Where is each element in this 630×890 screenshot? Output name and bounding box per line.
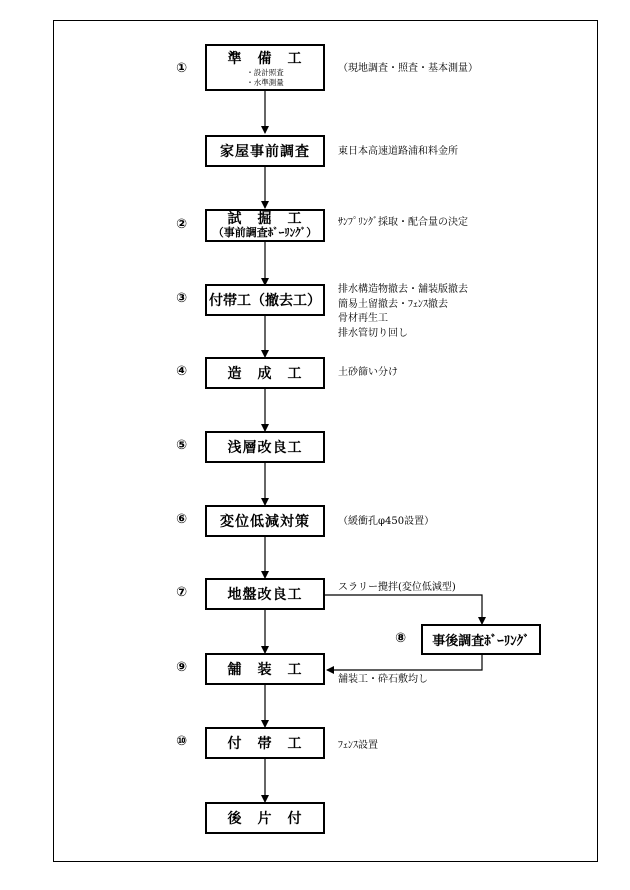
step-box-displacement-reduction bbox=[205, 505, 325, 537]
step-title: 準 備 工 bbox=[227, 51, 303, 68]
step-title: 変位低減対策 bbox=[220, 514, 310, 530]
step-title: 事後調査ﾎﾞｰﾘﾝｸﾞ bbox=[432, 634, 530, 649]
step-note: 排水構造物撤去・舗装版撤去 bbox=[338, 284, 468, 295]
step-box-test-excavation bbox=[205, 209, 325, 242]
step-note: 土砂篩い分け bbox=[338, 367, 398, 378]
step-note: 排水管切り回し bbox=[338, 327, 408, 339]
step-number: ② bbox=[176, 217, 188, 232]
step-title: 付 帯 工 bbox=[227, 736, 303, 752]
step-title: 舗 装 工 bbox=[227, 662, 303, 678]
step-title: 試 掘 工 bbox=[227, 211, 303, 228]
step-sub: ・設計照査 bbox=[246, 68, 284, 78]
step-number: ⑥ bbox=[176, 512, 188, 527]
step-number: ⑧ bbox=[395, 631, 407, 646]
step-box-paving bbox=[205, 653, 325, 685]
step-note: （緩衝孔φ450設置） bbox=[338, 516, 435, 527]
step-note: （現地調査・照査・基本測量） bbox=[338, 63, 478, 74]
arrow-from-side bbox=[327, 655, 482, 670]
step-box-house-survey bbox=[205, 135, 325, 167]
step-sub: ・水準測量 bbox=[246, 77, 284, 87]
step-box-grading bbox=[205, 357, 325, 389]
step-number: ⑩ bbox=[176, 734, 188, 749]
step-sub: （事前調査ﾎﾞｰﾘﾝｸﾞ） bbox=[212, 226, 318, 240]
step-title: 地盤改良工 bbox=[227, 587, 303, 603]
step-box-cleanup bbox=[205, 802, 325, 834]
step-title: 付帯工（撤去工） bbox=[209, 293, 321, 309]
step-number: ⑤ bbox=[176, 438, 188, 453]
step-box-ancillary-work bbox=[205, 727, 325, 759]
step-number: ① bbox=[176, 61, 188, 76]
step-title: 家屋事前調査 bbox=[220, 144, 310, 160]
step-note: 舗装工・砕石敷均し bbox=[338, 674, 428, 685]
step-box-shallow-improvement bbox=[205, 431, 325, 463]
step-title: 後 片 付 bbox=[227, 811, 303, 827]
step-note: 簡易土留撤去・ﾌｪﾝｽ撤去 bbox=[338, 298, 448, 310]
step-number: ③ bbox=[176, 291, 188, 306]
step-box-preparation bbox=[205, 44, 325, 91]
step-number: ⑦ bbox=[176, 585, 188, 600]
step-title: 造 成 工 bbox=[227, 366, 303, 382]
step-number: ④ bbox=[176, 364, 188, 379]
step-note-list bbox=[338, 283, 468, 341]
step-title: 浅層改良工 bbox=[227, 440, 303, 456]
step-note: ｻﾝﾌﾟﾘﾝｸﾞ採取・配合量の決定 bbox=[338, 217, 468, 228]
arrow-to-side bbox=[325, 595, 482, 624]
step-note: ﾌｪﾝｽ設置 bbox=[338, 740, 378, 751]
step-box-ancillary-removal bbox=[205, 284, 325, 316]
step-note: スラリー攪拌(変位低減型) bbox=[338, 582, 456, 593]
step-note: 東日本高速道路浦和料金所 bbox=[338, 146, 458, 157]
step-box-ground-improvement bbox=[205, 578, 325, 610]
step-number: ⑨ bbox=[176, 660, 188, 675]
step-box-post-survey bbox=[421, 624, 541, 655]
step-note: 骨材再生工 bbox=[338, 313, 388, 324]
